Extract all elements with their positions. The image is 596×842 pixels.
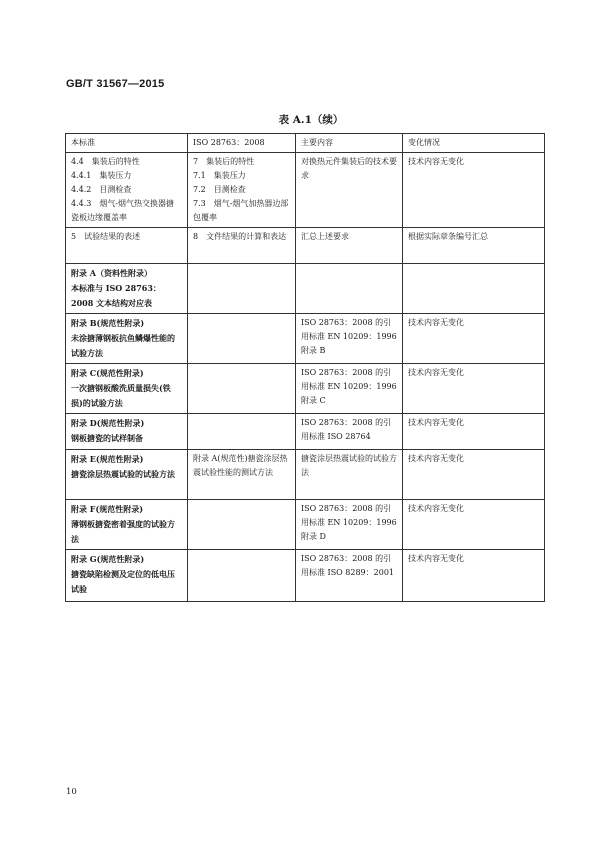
table-cell: 附录 E(规范性附录) 搪瓷涂层热震试验的试验方法 [66,450,188,500]
column-header: ISO 28763：2008 [188,134,296,153]
table-cell: 技术内容无变化 [403,500,545,550]
comparison-table [65,133,545,602]
table-cell: 根据实际章条编号汇总 [403,228,545,264]
table-caption: 表 A.1（续） [278,114,344,126]
table-cell: 4.4 集装后的特性 4.4.1 集装压力 4.4.2 目测检查 4.4.3 烟气-烟气热交换器搪瓷板边缘覆盖率 [66,153,188,228]
table-cell: 附录 C(规范性附录) 一次搪钢板酸洗质量损失(铁损)的试验方法 [66,364,188,414]
table-cell: 对换热元件集装后的技术要求 [296,153,403,228]
table-cell: 技术内容无变化 [403,550,545,602]
table-cell [188,500,296,550]
table-cell: 技术内容无变化 [403,414,545,450]
table-cell: 7 集装后的特性 7.1 集装压力 7.2 目测检查 7.3 烟气-烟气加热器边部包覆率 [188,153,296,228]
table-row [66,314,545,364]
table-cell: 5 试验结果的表述 [66,228,188,264]
table-cell [188,550,296,602]
table-cell: 附录 F(规范性附录) 薄钢板搪瓷密着强度的试验方法 [66,500,188,550]
column-header: 主要内容 [296,134,403,153]
table-row [66,264,545,314]
table-cell [403,264,545,314]
table-cell: ISO 28763：2008 的引用标准 ISO 8289：2001 [296,550,403,602]
table-cell [296,264,403,314]
table-cell: 附录 A（资料性附录） 本标准与 ISO 28763：2008 文本结构对应表 [66,264,188,314]
table-cell: 技术内容无变化 [403,450,545,500]
table-cell [188,414,296,450]
table-cell: ISO 28763：2008 的引用标准 EN 10209：1996 附录 C [296,364,403,414]
table-row [66,364,545,414]
table-cell: 附录 D(规范性附录) 钢板搪瓷的试样制备 [66,414,188,450]
table-cell: 8 文件结果的计算和表达 [188,228,296,264]
page-number: 10 [66,787,77,797]
table-cell [188,264,296,314]
table-row [66,414,545,450]
table-cell: 搪瓷涂层热震试验的试验方法 [296,450,403,500]
table-cell: ISO 28763：2008 的引用标准 EN 10209：1996 附录 D [296,500,403,550]
table-row [66,450,545,500]
table-header-row [66,134,545,153]
table-cell: 附录 B(规范性附录) 未涂搪薄钢板抗鱼鳞爆性能的试验方法 [66,314,188,364]
table-cell: ISO 28763：2008 的引用标准 ISO 28764 [296,414,403,450]
table-row [66,153,545,228]
table-row [66,550,545,602]
table-row [66,500,545,550]
table-cell: 技术内容无变化 [403,153,545,228]
column-header: 本标准 [66,134,188,153]
table-cell [188,314,296,364]
table-cell: ISO 28763：2008 的引用标准 EN 10209：1996 附录 B [296,314,403,364]
column-header: 变化情况 [403,134,545,153]
table-row [66,228,545,264]
table-cell: 附录 A(规范性)搪瓷涂层热震试验性能的测试方法 [188,450,296,500]
table-cell [188,364,296,414]
standard-code: GB/T 31567—2015 [66,78,165,90]
table-cell: 技术内容无变化 [403,364,545,414]
table-cell: 技术内容无变化 [403,314,545,364]
table-cell: 附录 G(规范性附录) 搪瓷缺陷检测及定位的低电压试验 [66,550,188,602]
table-cell: 汇总上述要求 [296,228,403,264]
